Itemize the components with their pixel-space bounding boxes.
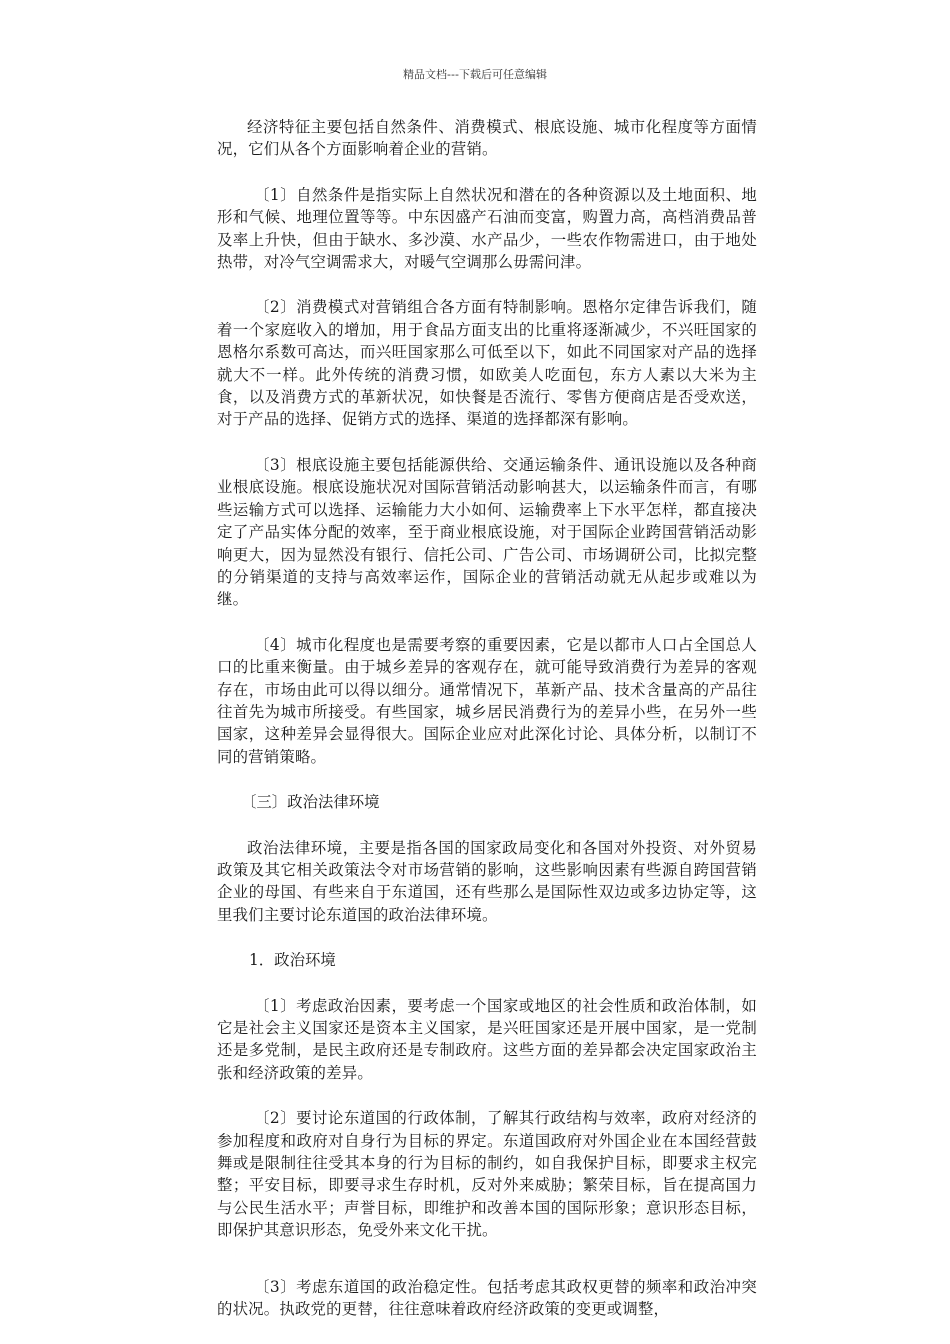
paragraph-political-factors: 〔1〕考虑政治因素，要考虑一个国家或地区的社会性质和政治体制，如它是社会主义国家还是资本主义国家，是兴旺国家还是开展中国家，是一党制还是多党制，是民主政府还是专制政府。这些方面的差异都会决定国家政治主张和经济政策的差异。 bbox=[217, 996, 757, 1082]
paragraph-intro: 经济特征主要包括自然条件、消费模式、根底设施、城市化程度等方面情况，它们从各个方面影响着企业的营销。 bbox=[217, 118, 757, 159]
subsection-heading-political: 1．政治环境 bbox=[249, 951, 336, 970]
section-heading-political-legal: 〔三〕政治法律环境 bbox=[241, 793, 380, 812]
paragraph-political-stability: 〔3〕考虑东道国的政治稳定性。包括考虑其政权更替的频率和政治冲突的状况。执政党的更替，往往意味着政府经济政策的变更或调整， bbox=[217, 1277, 757, 1319]
page-header: 精品文档---下载后可任意编辑 bbox=[403, 68, 547, 81]
paragraph-infrastructure: 〔3〕根底设施主要包括能源供给、交通运输条件、通讯设施以及各种商业根底设施。根底设施状况对国际营销活动影响甚大，以运输条件而言，有哪些运输方式可以选择、运输能力大小如何、运输费率上下水平怎样，都直接决定了产品实体分配的效率，至于商业根底设施，对于国际企业跨国营销活动影响更大，因为显然没有银行、信托公司、广告公司、市场调研公司，比拟完整的分销渠道的支持与高效率运作，国际企业的营销活动就无从起步或难以为继。 bbox=[217, 455, 757, 609]
document-body bbox=[217, 116, 757, 1320]
paragraph-political-legal-intro: 政治法律环境，主要是指各国的国家政局变化和各国对外投资、对外贸易政策及其它相关政策法令对市场营销的影响，这些影响因素有些源自跨国营销企业的母国、有些来自于东道国，还有些那么是国际性双边或多边协定等，这里我们主要讨论东道国的政治法律环境。 bbox=[217, 838, 757, 924]
paragraph-administrative-system: 〔2〕要讨论东道国的行政体制，了解其行政结构与效率，政府对经济的参加程度和政府对自身行为目标的界定。东道国政府对外国企业在本国经营鼓舞或是限制往往受其本身的行为目标的制约，如自我保护目标，即要求主权完整；平安目标，即要寻求生存时机，反对外来威胁；繁荣目标，旨在提高国力与公民生活水平；声誉目标，即维护和改善本国的国际形象；意识形态目标，即保护其意识形态，免受外来文化干扰。 bbox=[217, 1109, 757, 1240]
paragraph-consumption-mode: 〔2〕消费模式对营销组合各方面有特制影响。恩格尔定律告诉我们，随着一个家庭收入的增加，用于食品方面支出的比重将逐渐减少，不兴旺国家的恩格尔系数可高达，而兴旺国家那么可低至以下，如此不同国家对产品的选择就大不一样。此外传统的消费习惯，如欧美人吃面包，东方人素以大米为主食，以及消费方式的革新状况，如快餐是否流行、零售方便商店是否受欢送，对于产品的选择、促销方式的选择、渠道的选择都深有影响。 bbox=[217, 298, 757, 429]
paragraph-urbanization: 〔4〕城市化程度也是需要考察的重要因素，它是以都市人口占全国总人口的比重来衡量。由于城乡差异的客观存在，就可能导致消费行为差异的客观存在，市场由此可以得以细分。通常情况下，革新产品、技术含量高的产品往往首先为城市所接受。有些国家，城乡居民消费行为的差异小些，在另外一些国家，这种差异会显得很大。国际企业应对此深化讨论、具体分析，以制订不同的营销策略。 bbox=[217, 635, 757, 766]
paragraph-natural-conditions: 〔1〕自然条件是指实际上自然状况和潜在的各种资源以及土地面积、地形和气候、地理位置等等。中东因盛产石油而变富，购置力高，高档消费品普及率上升快，但由于缺水、多沙漠、水产品少，一些农作物需进口，由于地处热带，对冷气空调需求大，对暖气空调那么毋需问津。 bbox=[217, 185, 757, 272]
